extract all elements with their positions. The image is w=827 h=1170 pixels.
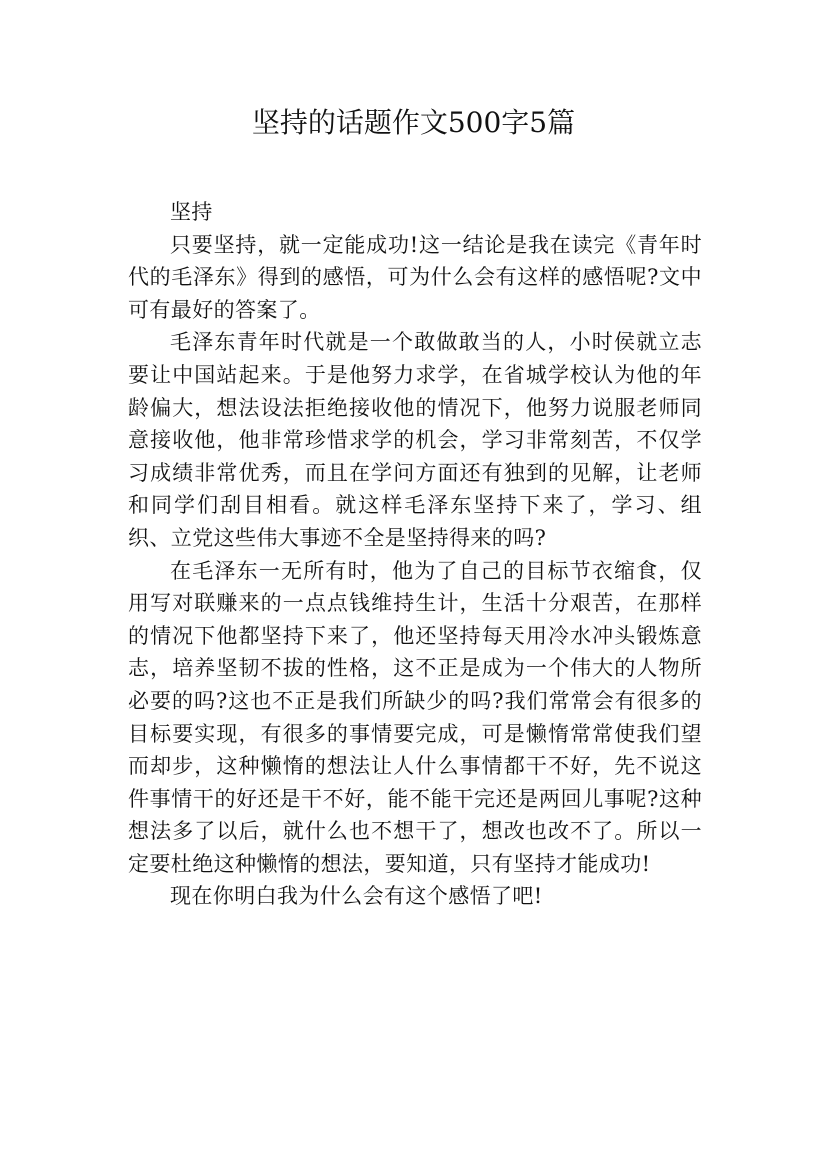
document-title: 坚持的话题作文500字5篇 [251, 106, 576, 139]
paragraph-2: 毛泽东青年时代就是一个敢做敢当的人，小时侯就立志要让中国站起来。于是他努力求学，在省城学校认为他的年龄偏大，想法设法拒绝接收他的情况下，他努力说服老师同意接收他，他非常珍惜求学的机会，学习非常刻苦，不仅学习成绩非常优秀，而且在学问方面还有独到的见解，让老师和同学们刮目相看。就这样毛泽东坚持下来了，学习、组织、立党这些伟大事迹不全是坚持得来的吗? [128, 330, 702, 550]
paragraph-1: 只要坚持，就一定能成功!这一结论是我在读完《青年时代的毛泽东》得到的感悟，可为什么会有这样的感悟呢?文中可有最好的答案了。 [128, 232, 702, 322]
paragraph-4: 现在你明白我为什么会有这个感悟了吧! [170, 884, 543, 909]
section-heading: 坚持 [170, 200, 213, 224]
paragraph-3: 在毛泽东一无所有时，他为了自己的目标节衣缩食，仅用写对联赚来的一点点钱维持生计，生活十分艰苦，在那样的情况下他都坚持下来了，他还坚持每天用冷水冲头锻炼意志，培养坚韧不拔的性格，这不正是成为一个伟大的人物所必要的吗?这也不正是我们所缺少的吗?我们常常会有很多的目标要实现，有很多的事情要完成，可是懒惰常常使我们望而却步，这种懒惰的想法让人什么事情都干不好，先不说这件事情干的好还是干不好，能不能干完还是两回儿事呢?这种想法多了以后，就什么也不想干了，想改也改不了。所以一定要杜绝这种懒惰的想法，要知道，只有坚持才能成功! [128, 558, 702, 876]
document-body [128, 196, 702, 913]
